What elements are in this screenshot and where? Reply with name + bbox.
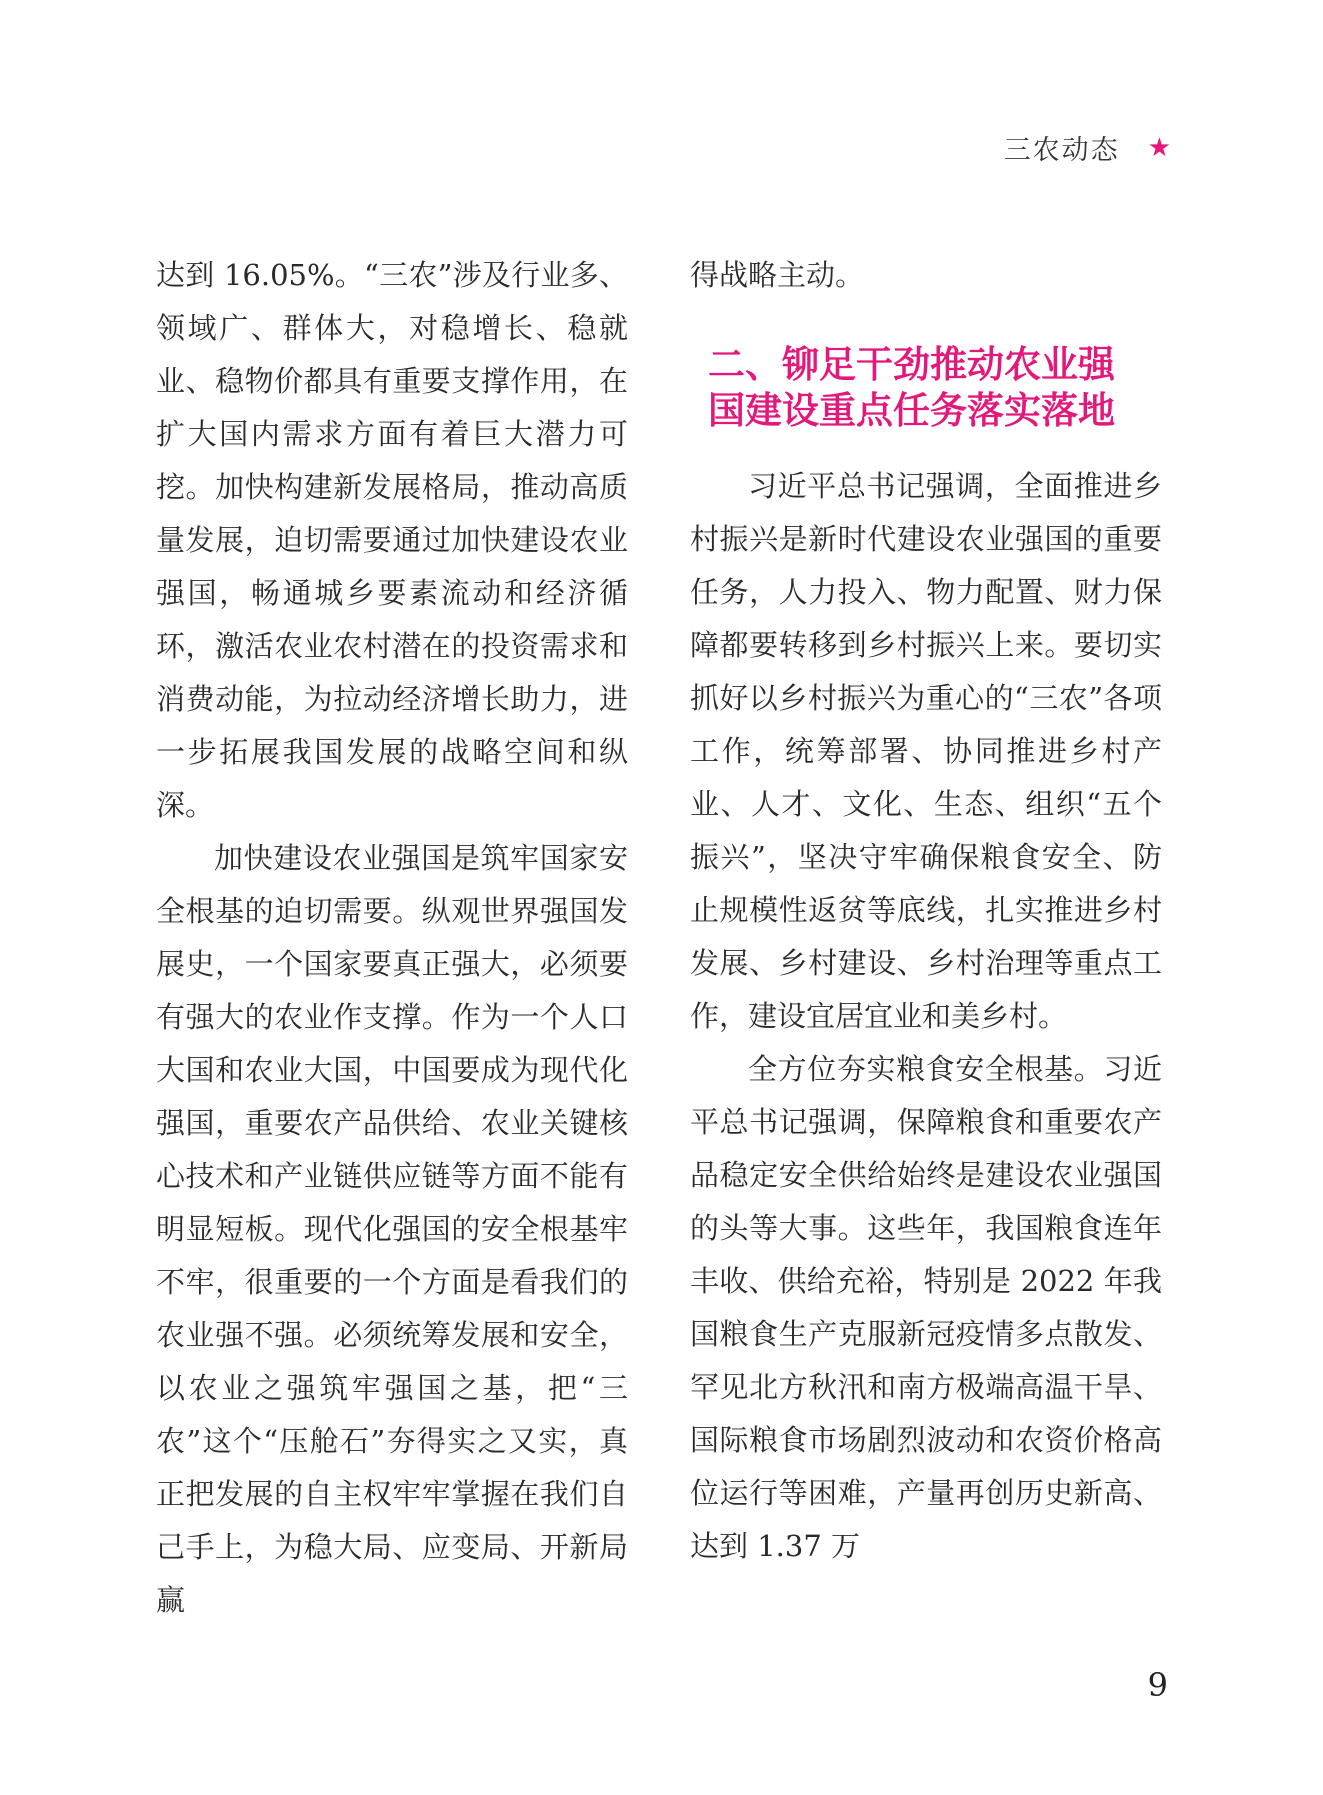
- body-paragraph: 全方位夯实粮食安全根基。习近平总书记强调，保障粮食和重要农产品稳定安全供给始终是建设农业强国的头等大事。这些年，我国粮食连年丰收、供给充裕，特别是 2022 年我国粮食生产克服新冠疫情多点散发、罕见北方秋汛和南方极端高温干旱、国际粮食市场剧烈波动和农资价格高位运行等困难，产量再创历史新高、达到 1.37 万: [690, 1052, 1162, 1563]
- body-paragraph: 达到 16.05%。“三农”涉及行业多、领域广、群体大，对稳增长、稳就业、稳物价都具有重要支撑作用，在扩大国内需求方面有着巨大潜力可挖。加快构建新发展格局，推动高质量发展，迫切需要通过加快建设农业强国，畅通城乡要素流动和经济循环，激活农业农村潜在的投资需求和消费动能，为拉动经济增长助力，进一步拓展我国发展的战略空间和纵深。: [156, 258, 628, 822]
- right-column: [690, 249, 1162, 1573]
- star-icon: ★: [1147, 132, 1171, 163]
- body-paragraph: 习近平总书记强调，全面推进乡村振兴是新时代建设农业强国的重要任务，人力投入、物力配置、财力保障都要转移到乡村振兴上来。要切实抓好以乡村振兴为重心的“三农”各项工作，统筹部署、协同推进乡村产业、人才、文化、生态、组织“五个振兴”，坚决守牢确保粮食安全、防止规模性返贫等底线，扎实推进乡村发展、乡村建设、乡村治理等重点工作，建设宜居宜业和美乡村。: [690, 469, 1162, 1033]
- running-header: [1004, 128, 1171, 167]
- left-column: [156, 249, 628, 1627]
- section-heading: 二、铆足干劲推动农业强国建设重点任务落实落地: [708, 343, 1115, 432]
- body-paragraph-continuation: 得战略主动。: [690, 258, 865, 292]
- body-paragraph: 加快建设农业强国是筑牢国家安全根基的迫切需要。纵观世界强国发展史，一个国家要真正强大，必须要有强大的农业作支撑。作为一个人口大国和农业大国，中国要成为现代化强国，重要农产品供给、农业关键核心技术和产业链供应链等方面不能有明显短板。现代化强国的安全根基牢不牢，很重要的一个方面是看我们的农业强不强。必须统筹发展和安全，以农业之强筑牢强国之基，把“三农”这个“压舱石”夯得实之又实，真正把发展的自主权牢牢掌握在我们自己手上，为稳大局、应变局、开新局赢: [156, 841, 628, 1617]
- page-number: 9: [1147, 1666, 1168, 1704]
- section-title: 三农动态: [1003, 135, 1120, 166]
